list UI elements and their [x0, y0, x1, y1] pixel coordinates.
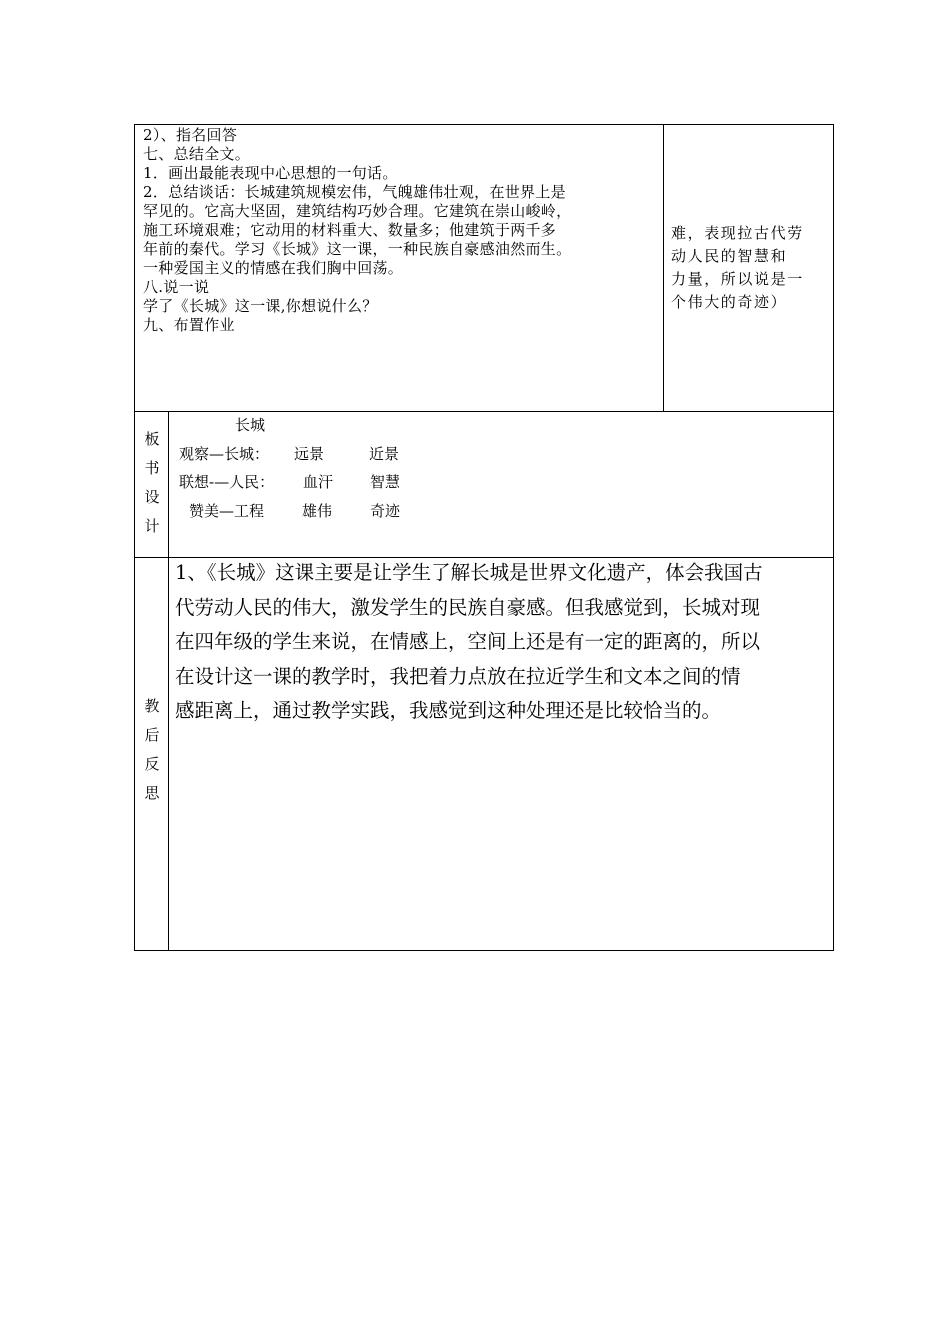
reflection-label	[135, 692, 169, 808]
reflection-line-2: 代劳动人民的伟大，激发学生的民族自豪感。但我感觉到，长城对现	[175, 595, 761, 619]
procedure-line-4: 2．总结谈话：长城建筑规模宏伟，气魄雄伟壮观，在世界上是	[143, 183, 566, 201]
board-design-content	[169, 412, 832, 557]
board-label-char-2: 书	[144, 459, 160, 477]
reflection-label-char-1: 教	[144, 697, 160, 715]
board-row-3-lead: 赞美—工程	[189, 502, 265, 520]
board-row-1	[169, 443, 832, 463]
procedure-line-1: 2）、指名回答	[143, 126, 238, 144]
reflection-label-char-4: 思	[144, 784, 160, 802]
board-row-3-term-2: 奇迹	[370, 502, 401, 520]
procedure-line-10: 学了《长城》这一课,你想说什么？	[143, 297, 378, 315]
board-row-2-lead: 联想-—人民：	[179, 473, 275, 491]
board-label-char-4: 计	[144, 517, 160, 535]
board-title: 长城	[235, 416, 266, 434]
table-top-border	[134, 124, 834, 125]
reflection-line-3: 在四年级的学生来说，在情感上，空间上还是有一定的距离的，所以	[175, 630, 761, 653]
side-column-divider	[663, 124, 664, 412]
reflection-label-char-3: 反	[144, 755, 160, 773]
board-row-3-term-1: 雄伟	[302, 502, 333, 520]
reflection-line-1: 1、《长城》这课主要是让学生了解长城是世界文化遗产，体会我国古	[175, 561, 763, 584]
board-row-2-term-2: 智慧	[370, 473, 401, 491]
board-row-1-lead: 观察—长城：	[179, 445, 270, 463]
procedure-line-3: 1．画出最能表现中心思想的一句话。	[143, 164, 398, 182]
reflection-line-5: 感距离上，通过教学实践，我感觉到这种处理还是比较恰当的。	[175, 699, 722, 722]
reflection-label-char-2: 后	[144, 726, 160, 744]
board-label-char-3: 设	[144, 488, 160, 506]
board-row-3	[169, 500, 832, 520]
procedure-line-6: 施工环境艰难；它动用的材料重大、数量多；他建筑于两千多	[143, 221, 557, 239]
side-note-line-1: 难，表现拉古代劳	[671, 224, 804, 242]
procedure-cell	[143, 126, 661, 335]
board-row-1-term-2: 近景	[369, 445, 400, 463]
reflection-line-4: 在设计这一课的教学时，我把着力点放在拉近学生和文本之间的情	[175, 664, 741, 688]
procedure-line-7: 年前的秦代。学习《长城》这一课，一种民族自豪感油然而生。	[143, 240, 572, 258]
board-row-1-term-1: 远景	[294, 445, 325, 463]
procedure-line-8: 一种爱国主义的情感在我们胸中回荡。	[143, 259, 404, 277]
side-note-cell	[671, 222, 831, 314]
table-bottom-border	[134, 950, 834, 951]
side-note-line-3: 力量，所以说是一	[671, 270, 804, 288]
board-row-2-term-1: 血汗	[303, 473, 334, 491]
procedure-line-5: 罕见的。它高大坚固，建筑结构巧妙合理。它建筑在崇山峻岭，	[143, 202, 572, 220]
board-row-2	[169, 471, 832, 491]
reflection-content	[175, 556, 830, 729]
board-label-char-1: 板	[144, 430, 160, 448]
procedure-line-2: 七、总结全文。	[143, 145, 251, 163]
table-right-border	[833, 124, 834, 951]
side-note-line-4: 个伟大的奇迹）	[671, 293, 788, 311]
procedure-line-9: 八.说一说	[143, 278, 210, 296]
side-note-line-2: 动人民的智慧和	[671, 247, 788, 265]
procedure-line-11: 九、布置作业	[143, 316, 235, 334]
board-design-label	[135, 425, 169, 541]
